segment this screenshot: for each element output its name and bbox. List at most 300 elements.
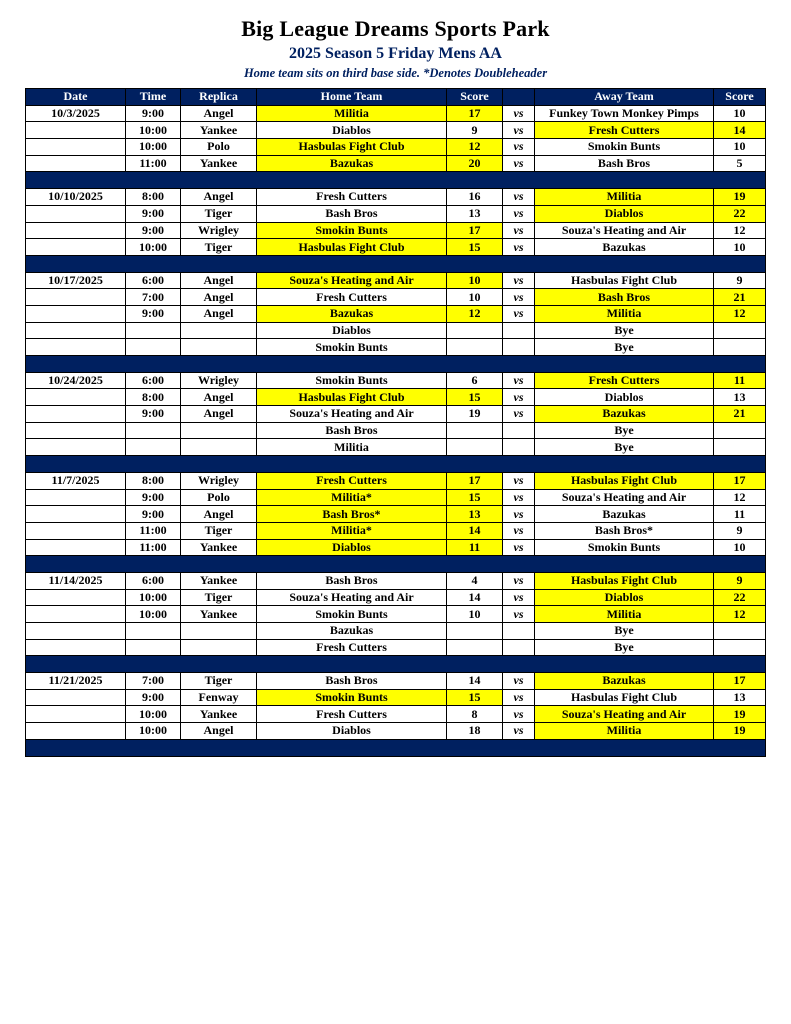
vs-cell: vs xyxy=(503,539,535,556)
replica-cell: Polo xyxy=(181,489,257,506)
replica-cell: Wrigley xyxy=(181,472,257,489)
replica-cell: Angel xyxy=(181,272,257,289)
home-team-cell: Bash Bros xyxy=(257,205,447,222)
vs-cell: vs xyxy=(503,289,535,306)
home-team-cell: Fresh Cutters xyxy=(257,289,447,306)
away-team-cell: Bye xyxy=(535,639,714,656)
home-team-cell: Bash Bros xyxy=(257,673,447,690)
vs-cell: vs xyxy=(503,706,535,723)
replica-cell: Tiger xyxy=(181,522,257,539)
home-score-cell: 15 xyxy=(447,239,503,256)
time-cell xyxy=(126,639,181,656)
time-cell: 10:00 xyxy=(126,606,181,623)
away-team-cell: Diablos xyxy=(535,205,714,222)
column-header-time: Time xyxy=(126,89,181,106)
column-header-home-team: Home Team xyxy=(257,89,447,106)
vs-cell: vs xyxy=(503,305,535,322)
away-score-cell xyxy=(714,322,766,339)
replica-cell: Yankee xyxy=(181,606,257,623)
replica-cell: Angel xyxy=(181,406,257,423)
time-cell: 8:00 xyxy=(126,189,181,206)
away-score-cell: 22 xyxy=(714,205,766,222)
game-row xyxy=(26,589,766,606)
date-cell xyxy=(26,606,126,623)
away-score-cell: 9 xyxy=(714,272,766,289)
replica-cell: Angel xyxy=(181,506,257,523)
home-team-cell: Smokin Bunts xyxy=(257,222,447,239)
home-team-cell: Souza's Heating and Air xyxy=(257,406,447,423)
bye-row xyxy=(26,623,766,640)
away-team-cell: Smokin Bunts xyxy=(535,139,714,156)
home-score-cell xyxy=(447,422,503,439)
home-score-cell: 17 xyxy=(447,472,503,489)
date-cell xyxy=(26,322,126,339)
bye-row xyxy=(26,422,766,439)
home-team-cell: Bazukas xyxy=(257,305,447,322)
home-team-cell: Diablos xyxy=(257,723,447,740)
vs-cell: vs xyxy=(503,222,535,239)
vs-cell: vs xyxy=(503,205,535,222)
vs-cell: vs xyxy=(503,572,535,589)
home-team-cell: Bash Bros xyxy=(257,422,447,439)
table-header xyxy=(26,89,766,106)
away-score-cell: 12 xyxy=(714,489,766,506)
away-score-cell: 19 xyxy=(714,706,766,723)
home-score-cell: 8 xyxy=(447,706,503,723)
time-cell: 6:00 xyxy=(126,372,181,389)
home-score-cell: 6 xyxy=(447,372,503,389)
away-score-cell: 13 xyxy=(714,389,766,406)
time-cell xyxy=(126,339,181,356)
vs-cell: vs xyxy=(503,239,535,256)
date-cell xyxy=(26,122,126,139)
game-row xyxy=(26,122,766,139)
home-score-cell xyxy=(447,623,503,640)
date-cell xyxy=(26,222,126,239)
home-score-cell: 12 xyxy=(447,139,503,156)
replica-cell: Angel xyxy=(181,305,257,322)
away-score-cell: 21 xyxy=(714,289,766,306)
home-score-cell: 9 xyxy=(447,122,503,139)
away-team-cell: Bazukas xyxy=(535,506,714,523)
vs-cell: vs xyxy=(503,522,535,539)
page-subtitle: 2025 Season 5 Friday Mens AA xyxy=(289,45,502,62)
home-team-cell: Fresh Cutters xyxy=(257,189,447,206)
home-score-cell: 13 xyxy=(447,506,503,523)
away-score-cell: 17 xyxy=(714,673,766,690)
column-header-home-score: Score xyxy=(447,89,503,106)
time-cell: 7:00 xyxy=(126,673,181,690)
date-cell xyxy=(26,589,126,606)
home-team-cell: Bash Bros* xyxy=(257,506,447,523)
time-cell: 9:00 xyxy=(126,222,181,239)
home-team-cell: Fresh Cutters xyxy=(257,639,447,656)
game-row xyxy=(26,406,766,423)
vs-cell: vs xyxy=(503,723,535,740)
time-cell: 10:00 xyxy=(126,589,181,606)
replica-cell xyxy=(181,339,257,356)
page-title: Big League Dreams Sports Park xyxy=(241,16,550,41)
game-row xyxy=(26,506,766,523)
away-team-cell: Funkey Town Monkey Pimps xyxy=(535,105,714,122)
home-score-cell: 14 xyxy=(447,522,503,539)
date-cell xyxy=(26,406,126,423)
replica-cell: Tiger xyxy=(181,239,257,256)
replica-cell xyxy=(181,422,257,439)
time-cell: 9:00 xyxy=(126,489,181,506)
away-score-cell: 10 xyxy=(714,105,766,122)
away-score-cell: 5 xyxy=(714,155,766,172)
home-team-cell: Fresh Cutters xyxy=(257,706,447,723)
game-row xyxy=(26,673,766,690)
date-cell xyxy=(26,305,126,322)
home-score-cell: 15 xyxy=(447,489,503,506)
away-team-cell: Bazukas xyxy=(535,239,714,256)
away-score-cell xyxy=(714,439,766,456)
replica-cell: Tiger xyxy=(181,205,257,222)
game-row xyxy=(26,289,766,306)
vs-cell: vs xyxy=(503,472,535,489)
date-cell xyxy=(26,289,126,306)
away-score-cell: 19 xyxy=(714,189,766,206)
date-cell xyxy=(26,639,126,656)
home-score-cell xyxy=(447,339,503,356)
separator-band xyxy=(26,739,766,756)
away-team-cell: Souza's Heating and Air xyxy=(535,222,714,239)
separator-row xyxy=(26,656,766,673)
column-header-away-team: Away Team xyxy=(535,89,714,106)
away-score-cell: 17 xyxy=(714,472,766,489)
vs-cell xyxy=(503,639,535,656)
vs-cell xyxy=(503,339,535,356)
home-score-cell: 14 xyxy=(447,589,503,606)
home-team-cell: Hasbulas Fight Club xyxy=(257,139,447,156)
game-row xyxy=(26,239,766,256)
replica-cell: Wrigley xyxy=(181,372,257,389)
home-team-cell: Smokin Bunts xyxy=(257,372,447,389)
time-cell: 6:00 xyxy=(126,572,181,589)
game-row xyxy=(26,723,766,740)
replica-cell: Angel xyxy=(181,289,257,306)
away-score-cell: 12 xyxy=(714,222,766,239)
home-score-cell: 11 xyxy=(447,539,503,556)
home-team-cell: Hasbulas Fight Club xyxy=(257,389,447,406)
away-team-cell: Smokin Bunts xyxy=(535,539,714,556)
game-row xyxy=(26,272,766,289)
home-team-cell: Souza's Heating and Air xyxy=(257,589,447,606)
separator-band xyxy=(26,356,766,373)
replica-cell: Yankee xyxy=(181,539,257,556)
date-cell: 11/7/2025 xyxy=(26,472,126,489)
away-team-cell: Militia xyxy=(535,723,714,740)
vs-cell xyxy=(503,322,535,339)
date-cell xyxy=(26,155,126,172)
home-team-cell: Bash Bros xyxy=(257,572,447,589)
vs-cell: vs xyxy=(503,589,535,606)
home-team-cell: Bazukas xyxy=(257,623,447,640)
game-row xyxy=(26,689,766,706)
date-cell: 11/14/2025 xyxy=(26,572,126,589)
replica-cell: Tiger xyxy=(181,673,257,690)
separator-row xyxy=(26,556,766,573)
replica-cell xyxy=(181,623,257,640)
away-score-cell xyxy=(714,623,766,640)
page-note: Home team sits on third base side. *Denotes Doubleheader xyxy=(243,66,548,80)
replica-cell xyxy=(181,322,257,339)
home-team-cell: Hasbulas Fight Club xyxy=(257,239,447,256)
game-row xyxy=(26,539,766,556)
date-cell xyxy=(26,623,126,640)
time-cell: 9:00 xyxy=(126,105,181,122)
away-score-cell: 12 xyxy=(714,606,766,623)
vs-cell: vs xyxy=(503,689,535,706)
date-cell xyxy=(26,689,126,706)
date-cell xyxy=(26,389,126,406)
replica-cell xyxy=(181,639,257,656)
home-team-cell: Smokin Bunts xyxy=(257,339,447,356)
away-score-cell xyxy=(714,639,766,656)
replica-cell: Yankee xyxy=(181,706,257,723)
time-cell: 6:00 xyxy=(126,272,181,289)
away-team-cell: Bazukas xyxy=(535,406,714,423)
away-team-cell: Bash Bros xyxy=(535,155,714,172)
vs-cell: vs xyxy=(503,389,535,406)
away-team-cell: Hasbulas Fight Club xyxy=(535,572,714,589)
separator-row xyxy=(26,172,766,189)
replica-cell: Yankee xyxy=(181,155,257,172)
home-score-cell: 17 xyxy=(447,105,503,122)
game-row xyxy=(26,105,766,122)
away-team-cell: Fresh Cutters xyxy=(535,122,714,139)
away-score-cell: 19 xyxy=(714,723,766,740)
time-cell: 10:00 xyxy=(126,723,181,740)
date-cell xyxy=(26,506,126,523)
replica-cell: Angel xyxy=(181,105,257,122)
home-score-cell: 14 xyxy=(447,673,503,690)
vs-cell: vs xyxy=(503,155,535,172)
replica-cell: Wrigley xyxy=(181,222,257,239)
away-score-cell: 21 xyxy=(714,406,766,423)
bye-row xyxy=(26,339,766,356)
schedule-table xyxy=(25,88,766,757)
home-team-cell: Smokin Bunts xyxy=(257,689,447,706)
column-header-vs xyxy=(503,89,535,106)
home-score-cell: 19 xyxy=(447,406,503,423)
away-score-cell: 10 xyxy=(714,539,766,556)
vs-cell: vs xyxy=(503,372,535,389)
away-team-cell: Diablos xyxy=(535,589,714,606)
away-score-cell: 13 xyxy=(714,689,766,706)
away-score-cell: 10 xyxy=(714,139,766,156)
date-cell: 10/17/2025 xyxy=(26,272,126,289)
vs-cell: vs xyxy=(503,272,535,289)
date-cell: 10/10/2025 xyxy=(26,189,126,206)
date-cell: 10/3/2025 xyxy=(26,105,126,122)
replica-cell: Fenway xyxy=(181,689,257,706)
home-score-cell: 12 xyxy=(447,305,503,322)
column-header-replica: Replica xyxy=(181,89,257,106)
vs-cell: vs xyxy=(503,105,535,122)
away-score-cell xyxy=(714,422,766,439)
away-team-cell: Bye xyxy=(535,322,714,339)
game-row xyxy=(26,205,766,222)
date-cell xyxy=(26,439,126,456)
game-row xyxy=(26,189,766,206)
away-team-cell: Bash Bros xyxy=(535,289,714,306)
replica-cell: Angel xyxy=(181,723,257,740)
replica-cell: Angel xyxy=(181,189,257,206)
home-team-cell: Diablos xyxy=(257,322,447,339)
away-score-cell: 9 xyxy=(714,572,766,589)
away-team-cell: Souza's Heating and Air xyxy=(535,489,714,506)
vs-cell: vs xyxy=(503,139,535,156)
away-score-cell: 11 xyxy=(714,506,766,523)
time-cell: 8:00 xyxy=(126,472,181,489)
away-team-cell: Bye xyxy=(535,439,714,456)
replica-cell: Yankee xyxy=(181,122,257,139)
time-cell: 9:00 xyxy=(126,406,181,423)
time-cell: 11:00 xyxy=(126,522,181,539)
home-team-cell: Souza's Heating and Air xyxy=(257,272,447,289)
replica-cell: Angel xyxy=(181,389,257,406)
away-score-cell: 10 xyxy=(714,239,766,256)
schedule-body xyxy=(26,105,766,756)
replica-cell: Tiger xyxy=(181,589,257,606)
away-team-cell: Hasbulas Fight Club xyxy=(535,472,714,489)
home-team-cell: Diablos xyxy=(257,539,447,556)
vs-cell: vs xyxy=(503,406,535,423)
away-team-cell: Bash Bros* xyxy=(535,522,714,539)
home-team-cell: Militia xyxy=(257,439,447,456)
separator-row xyxy=(26,255,766,272)
vs-cell: vs xyxy=(503,489,535,506)
home-score-cell: 10 xyxy=(447,289,503,306)
separator-band xyxy=(26,456,766,473)
away-team-cell: Diablos xyxy=(535,389,714,406)
game-row xyxy=(26,372,766,389)
date-cell xyxy=(26,706,126,723)
time-cell: 9:00 xyxy=(126,305,181,322)
home-score-cell: 13 xyxy=(447,205,503,222)
away-team-cell: Militia xyxy=(535,189,714,206)
home-team-cell: Diablos xyxy=(257,122,447,139)
vs-cell: vs xyxy=(503,673,535,690)
vs-cell: vs xyxy=(503,506,535,523)
game-row xyxy=(26,489,766,506)
time-cell xyxy=(126,623,181,640)
home-score-cell: 20 xyxy=(447,155,503,172)
home-score-cell xyxy=(447,639,503,656)
away-team-cell: Fresh Cutters xyxy=(535,372,714,389)
away-team-cell: Hasbulas Fight Club xyxy=(535,272,714,289)
game-row xyxy=(26,522,766,539)
home-team-cell: Militia* xyxy=(257,489,447,506)
game-row xyxy=(26,472,766,489)
separator-row xyxy=(26,739,766,756)
date-cell xyxy=(26,489,126,506)
away-team-cell: Bye xyxy=(535,339,714,356)
game-row xyxy=(26,305,766,322)
column-header-date: Date xyxy=(26,89,126,106)
vs-cell xyxy=(503,623,535,640)
game-row xyxy=(26,606,766,623)
time-cell: 11:00 xyxy=(126,155,181,172)
vs-cell xyxy=(503,422,535,439)
separator-row xyxy=(26,456,766,473)
home-score-cell: 10 xyxy=(447,606,503,623)
time-cell: 9:00 xyxy=(126,205,181,222)
separator-band xyxy=(26,656,766,673)
away-team-cell: Souza's Heating and Air xyxy=(535,706,714,723)
time-cell: 10:00 xyxy=(126,239,181,256)
away-team-cell: Hasbulas Fight Club xyxy=(535,689,714,706)
away-score-cell xyxy=(714,339,766,356)
away-team-cell: Bye xyxy=(535,623,714,640)
date-cell xyxy=(26,422,126,439)
column-header-away-score: Score xyxy=(714,89,766,106)
bye-row xyxy=(26,439,766,456)
time-cell xyxy=(126,422,181,439)
date-cell xyxy=(26,205,126,222)
time-cell: 11:00 xyxy=(126,539,181,556)
date-cell xyxy=(26,539,126,556)
home-score-cell xyxy=(447,439,503,456)
date-cell xyxy=(26,339,126,356)
home-score-cell: 15 xyxy=(447,389,503,406)
home-score-cell: 15 xyxy=(447,689,503,706)
bye-row xyxy=(26,639,766,656)
separator-band xyxy=(26,255,766,272)
time-cell: 8:00 xyxy=(126,389,181,406)
home-team-cell: Smokin Bunts xyxy=(257,606,447,623)
vs-cell: vs xyxy=(503,122,535,139)
separator-row xyxy=(26,356,766,373)
time-cell: 9:00 xyxy=(126,506,181,523)
game-row xyxy=(26,139,766,156)
home-team-cell: Fresh Cutters xyxy=(257,472,447,489)
time-cell xyxy=(126,322,181,339)
bye-row xyxy=(26,322,766,339)
home-score-cell: 4 xyxy=(447,572,503,589)
home-team-cell: Militia xyxy=(257,105,447,122)
game-row xyxy=(26,155,766,172)
away-team-cell: Bye xyxy=(535,422,714,439)
away-score-cell: 22 xyxy=(714,589,766,606)
replica-cell: Yankee xyxy=(181,572,257,589)
home-score-cell: 18 xyxy=(447,723,503,740)
away-score-cell: 12 xyxy=(714,305,766,322)
home-score-cell xyxy=(447,322,503,339)
vs-cell: vs xyxy=(503,606,535,623)
date-cell xyxy=(26,139,126,156)
replica-cell: Polo xyxy=(181,139,257,156)
separator-band xyxy=(26,556,766,573)
time-cell: 10:00 xyxy=(126,139,181,156)
replica-cell xyxy=(181,439,257,456)
time-cell xyxy=(126,439,181,456)
date-cell xyxy=(26,723,126,740)
away-team-cell: Militia xyxy=(535,606,714,623)
header-row xyxy=(26,89,766,106)
game-row xyxy=(26,706,766,723)
date-cell xyxy=(26,239,126,256)
vs-cell: vs xyxy=(503,189,535,206)
game-row xyxy=(26,389,766,406)
away-score-cell: 11 xyxy=(714,372,766,389)
away-team-cell: Bazukas xyxy=(535,673,714,690)
home-team-cell: Militia* xyxy=(257,522,447,539)
date-cell xyxy=(26,522,126,539)
